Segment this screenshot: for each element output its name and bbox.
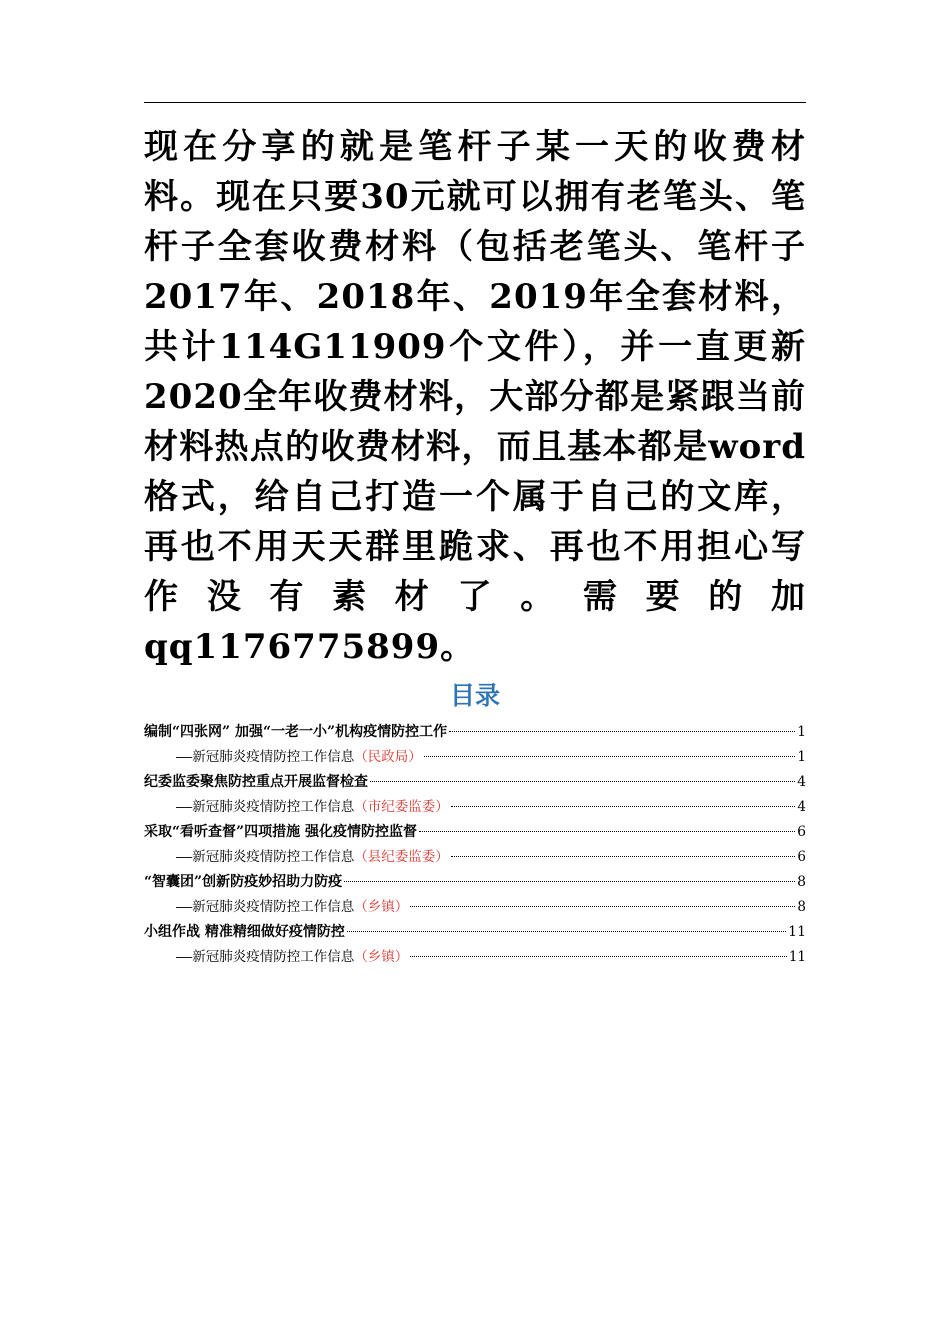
toc-subentry-prefix: ——新冠肺炎疫情防控工作信息 — [176, 799, 355, 815]
toc-entry-title: “智囊团”创新防疫妙招助力防疫 — [144, 874, 343, 890]
toc-leader-dots — [419, 831, 795, 832]
toc-subentry[interactable] — [144, 895, 806, 920]
toc-subentry[interactable] — [144, 845, 806, 870]
toc-leader-dots — [451, 856, 796, 857]
toc-page-number: 1 — [797, 749, 806, 765]
toc-entry[interactable] — [144, 720, 806, 745]
toc-subentry-prefix: ——新冠肺炎疫情防控工作信息 — [176, 899, 355, 915]
toc-entry-title: 编制“四张网” 加强“一老一小”机构疫情防控工作 — [144, 724, 448, 740]
toc-entry[interactable] — [144, 920, 806, 945]
toc-page-number: 11 — [788, 924, 806, 940]
toc-leader-dots — [370, 781, 795, 782]
toc-subentry-source: （民政局） — [354, 749, 422, 765]
toc-page-number: 4 — [797, 774, 806, 790]
toc-leader-dots — [347, 931, 786, 932]
toc-page-number: 6 — [797, 824, 806, 840]
table-of-contents — [144, 720, 806, 970]
toc-entry[interactable] — [144, 820, 806, 845]
toc-subentry[interactable] — [144, 795, 806, 820]
toc-entry-title: 小组作战 精准精细做好疫情防控 — [144, 924, 345, 940]
toc-subentry-source: （县纪委监委） — [354, 849, 449, 865]
toc-subentry-prefix: ——新冠肺炎疫情防控工作信息 — [176, 749, 355, 765]
toc-leader-dots — [451, 806, 796, 807]
toc-leader-dots — [424, 756, 796, 757]
toc-leader-dots — [449, 731, 795, 732]
toc-page-number: 6 — [797, 849, 806, 865]
toc-subentry-prefix: ——新冠肺炎疫情防控工作信息 — [176, 849, 355, 865]
toc-subentry[interactable] — [144, 745, 806, 770]
toc-title: 目录 — [449, 681, 500, 710]
toc-subentry[interactable] — [144, 945, 806, 970]
toc-page-number: 8 — [797, 899, 806, 915]
toc-page-number: 8 — [797, 874, 806, 890]
toc-leader-dots — [410, 956, 787, 957]
toc-leader-dots — [344, 881, 795, 882]
toc-subentry-prefix: ——新冠肺炎疫情防控工作信息 — [176, 949, 355, 965]
toc-leader-dots — [410, 906, 795, 907]
toc-entry-title: 采取“看听查督”四项措施 强化疫情防控监督 — [144, 824, 417, 840]
toc-subentry-source: （乡镇） — [354, 949, 409, 965]
toc-page-number: 11 — [788, 949, 806, 965]
toc-entry[interactable] — [144, 770, 806, 795]
toc-page-number: 4 — [797, 799, 806, 815]
toc-subentry-source: （乡镇） — [354, 899, 409, 915]
top-rule — [144, 102, 806, 103]
toc-entry-title: 纪委监委聚焦防控重点开展监督检查 — [144, 774, 368, 790]
toc-page-number: 1 — [797, 724, 806, 740]
intro-paragraph: 现在分享的就是笔杆子某一天的收费材料。现在只要30元就可以拥有老笔头、笔杆子全套收费材料（包括老笔头、笔杆子2017年、2018年、2019年全套材料，共计114G11909个文件），并一直更新2020全年收费材料，大部分都是紧跟当前材料热点的收费材料，而且基本都是word格式，给自己打造一个属于自己的文库，再也不用天天群里跪求、再也不用担心写作没有素材了。需要的加qq1176775899。 — [144, 127, 806, 667]
toc-entry[interactable] — [144, 870, 806, 895]
toc-subentry-source: （市纪委监委） — [354, 799, 449, 815]
